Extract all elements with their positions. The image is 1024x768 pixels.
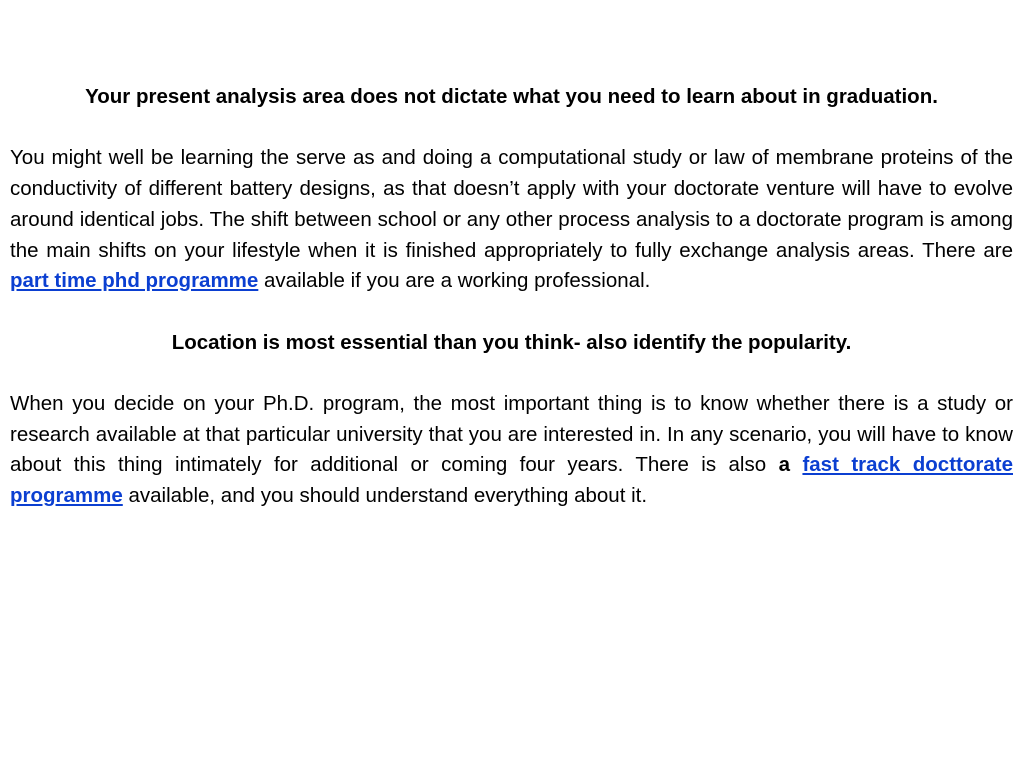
spacer (10, 358, 1013, 389)
paragraph-analysis-area (10, 143, 1013, 297)
section-heading-analysis-area: Your present analysis area does not dictate what you need to learn about in graduation. (85, 85, 938, 108)
fast-track-doctorate-link[interactable]: fast track docttorate programme (10, 453, 1013, 508)
spacer (10, 297, 1013, 328)
paragraph-text-end: available, and you should understand everything about it. (128, 484, 648, 508)
paragraph-text-end: available if you are a working professional. (264, 269, 651, 293)
part-time-phd-link[interactable]: part time phd programme (10, 269, 259, 293)
bold-article: a (778, 453, 790, 477)
paragraph-text: When you decide on your Ph.D. program, the most important thing is to know whether there is a study or research available at that particular university that you are interested in. In any scenario, you will have to know about this thing intimately for additional or coming four years. There is also (10, 391, 1013, 477)
document-body (10, 82, 1013, 512)
paragraph-location (10, 389, 1013, 512)
spacer (10, 113, 1013, 144)
section-heading-location: Location is most essential than you think- also identify the popularity. (171, 330, 852, 354)
paragraph-text: You might well be learning the serve as and doing a computational study or law of membrane proteins of the conductivity of different battery designs, as that doesn’t apply with your doctorate venture will have to evolve around identical jobs. The shift between school or any other process analysis to a doctorate program is among the main shifts on your lifestyle when it is finished appropriately to fully exchange analysis areas. There are (10, 146, 1013, 262)
